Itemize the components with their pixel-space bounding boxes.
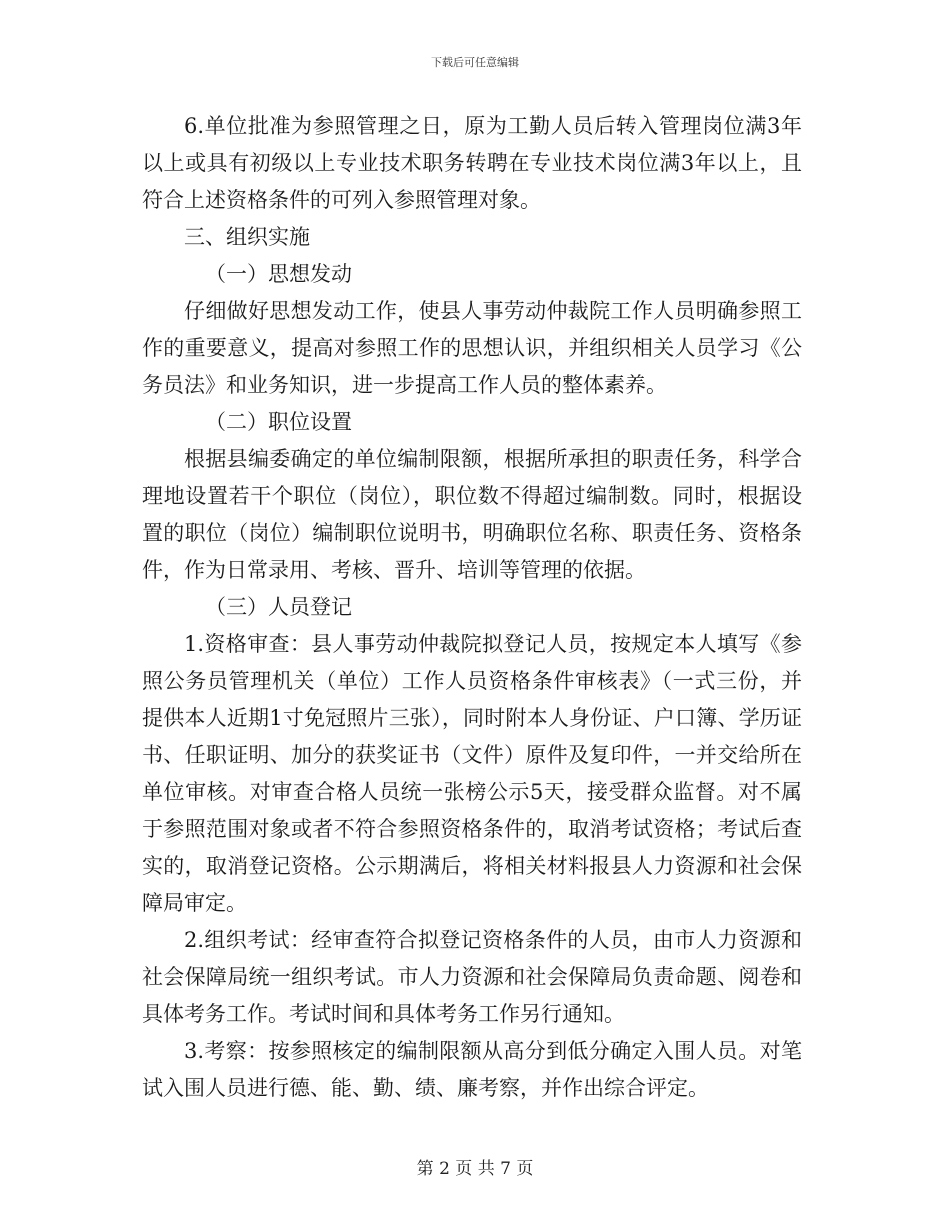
- document-body: [142, 108, 802, 1107]
- paragraph-qualification-review: 1.资格审查：县人事劳动仲裁院拟登记人员，按规定本人填写《参照公务员管理机关（单位）工作人员资格条件审核表》（一式三份，并提供本人近期1寸免冠照片三张），同时附本人身份证、户口簿、学历证书、任职证明、加分的获奖证书（文件）原件及复印件，一并交给所在单位审核。对审查合格人员统一张榜公示5天，接受群众监督。对不属于参照范围对象或者不符合参照资格条件的，取消考试资格；考试后查实的，取消登记资格。公示期满后，将相关材料报县人力资源和社会保障局审定。: [142, 632, 802, 915]
- paragraph-position-setup: 根据县编委确定的单位编制限额，根据所承担的职责任务，科学合理地设置若干个职位（岗位），职位数不得超过编制数。同时，根据设置的职位（岗位）编制职位说明书，明确职位名称、职责任务、资格条件，作为日常录用、考核、晋升、培训等管理的依据。: [142, 447, 802, 582]
- subheading-mobilization: （一）思想发动: [205, 262, 352, 286]
- paragraph-mobilization: 仔细做好思想发动工作，使县人事劳动仲裁院工作人员明确参照工作的重要意义，提高对参照工作的思想认识，并组织相关人员学习《公务员法》和业务知识，进一步提高工作人员的整体素养。: [142, 299, 802, 397]
- paragraph-exam: 2.组织考试：经审查符合拟登记资格条件的人员，由市人力资源和社会保障局统一组织考试。市人力资源和社会保障局负责命题、阅卷和具体考务工作。考试时间和具体考务工作另行通知。: [142, 928, 802, 1026]
- page-number: 第 2 页 共 7 页: [416, 1159, 534, 1179]
- page-header: 下载后可任意编辑: [431, 56, 519, 69]
- subheading-registration: （三）人员登记: [205, 595, 352, 619]
- section-heading-implementation: 三、组织实施: [184, 225, 310, 249]
- paragraph-eligibility-6: 6.单位批准为参照管理之日，原为工勤人员后转入管理岗位满3年以上或具有初级以上专业技术职务转聘在专业技术岗位满3年以上，且符合上述资格条件的可列入参照管理对象。: [142, 114, 802, 212]
- paragraph-assessment: 3.考察：按参照核定的编制限额从高分到低分确定入围人员。对笔试入围人员进行德、能、勤、绩、廉考察，并作出综合评定。: [142, 1039, 802, 1100]
- subheading-position-setup: （二）职位设置: [205, 410, 352, 434]
